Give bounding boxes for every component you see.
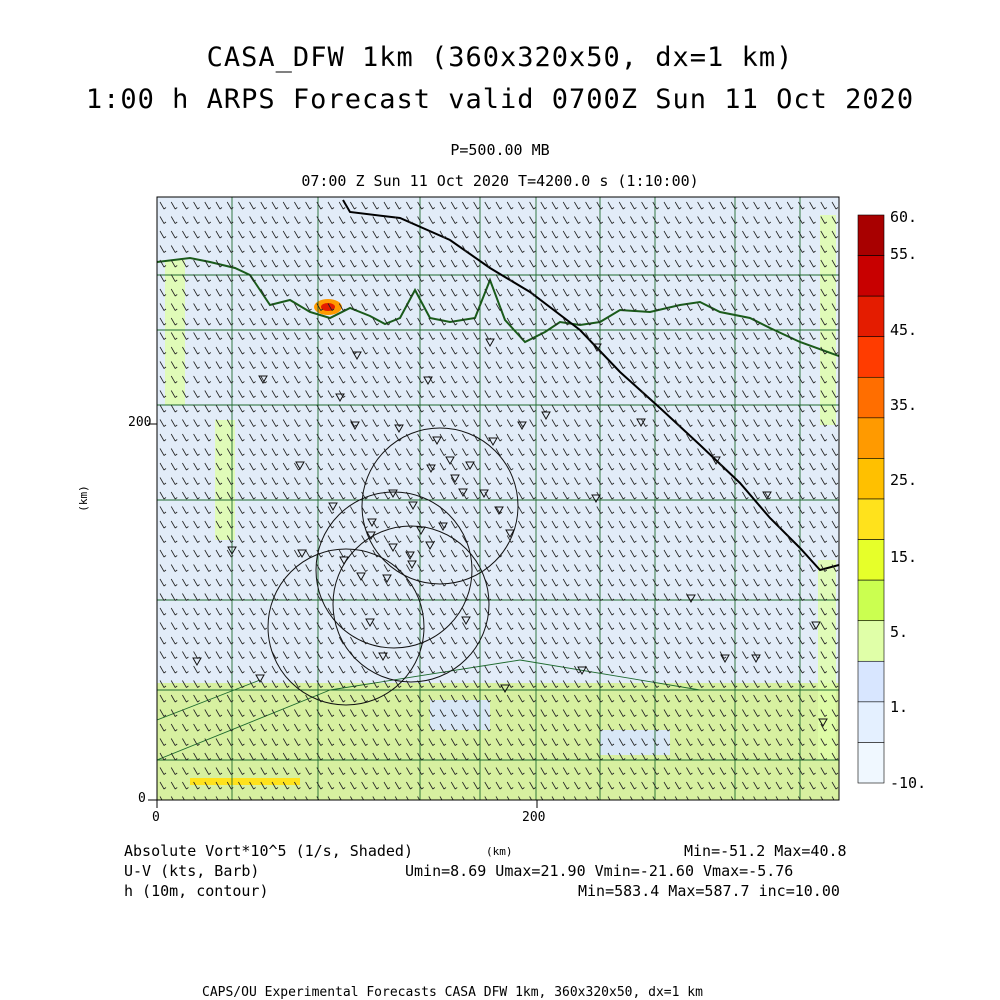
x-tick-200: 200 (522, 810, 546, 825)
colorbar-segment (858, 377, 884, 418)
subtitle-time: 07:00 Z Sun 11 Oct 2020 T=4200.0 s (1:10:00) (301, 172, 699, 190)
colorbar-label: 1. (890, 698, 909, 716)
colorbar-segment (858, 742, 884, 783)
title-line1: CASA_DFW 1km (360x320x50, dx=1 km) (206, 42, 794, 73)
legend-vorticity-range: Min=-51.2 Max=40.8 (684, 842, 847, 860)
subtitle-pressure: P=500.00 MB (450, 141, 550, 159)
colorbar-segment (858, 337, 884, 378)
title-line2: 1:00 h ARPS Forecast valid 0700Z Sun 11 Oct 2020 (85, 84, 915, 115)
colorbar-segment (858, 702, 884, 743)
colorbar-label: 45. (890, 321, 918, 339)
colorbar-segment (858, 296, 884, 337)
colorbar-segment (858, 621, 884, 662)
colorbar-segment (858, 215, 884, 256)
colorbar-label: -10. (890, 774, 927, 792)
legend-height-label: h (10m, contour) (124, 882, 269, 900)
colorbar (858, 215, 884, 783)
legend-vorticity-label: Absolute Vort*10^5 (1/s, Shaded) (124, 842, 413, 860)
colorbar-label: 35. (890, 396, 918, 414)
x-axis-label: (km) (486, 845, 513, 858)
colorbar-segment (858, 580, 884, 621)
colorbar-label: 5. (890, 623, 909, 641)
legend-height-range: Min=583.4 Max=587.7 inc=10.00 (578, 882, 840, 900)
colorbar-label: 60. (890, 208, 918, 226)
y-tick-0: 0 (138, 791, 146, 806)
legend-wind-label: U-V (kts, Barb) (124, 862, 260, 880)
colorbar-segment (858, 661, 884, 702)
colorbar-label: 55. (890, 245, 918, 263)
colorbar-segment (858, 256, 884, 297)
colorbar-segment (858, 499, 884, 540)
colorbar-label: 15. (890, 548, 918, 566)
y-axis-label: (km) (76, 485, 90, 512)
colorbar-segment (858, 458, 884, 499)
legend-wind-range: Umin=8.69 Umax=21.90 Vmin=-21.60 Vmax=-5.76 (405, 862, 794, 880)
y-tick-200: 200 (128, 415, 152, 430)
colorbar-label: 25. (890, 471, 918, 489)
colorbar-segment (858, 418, 884, 459)
footer-text: CAPS/OU Experimental Forecasts CASA DFW 1km, 360x320x50, dx=1 km (202, 985, 703, 1000)
colorbar-segment (858, 540, 884, 581)
x-tick-0: 0 (152, 810, 160, 825)
